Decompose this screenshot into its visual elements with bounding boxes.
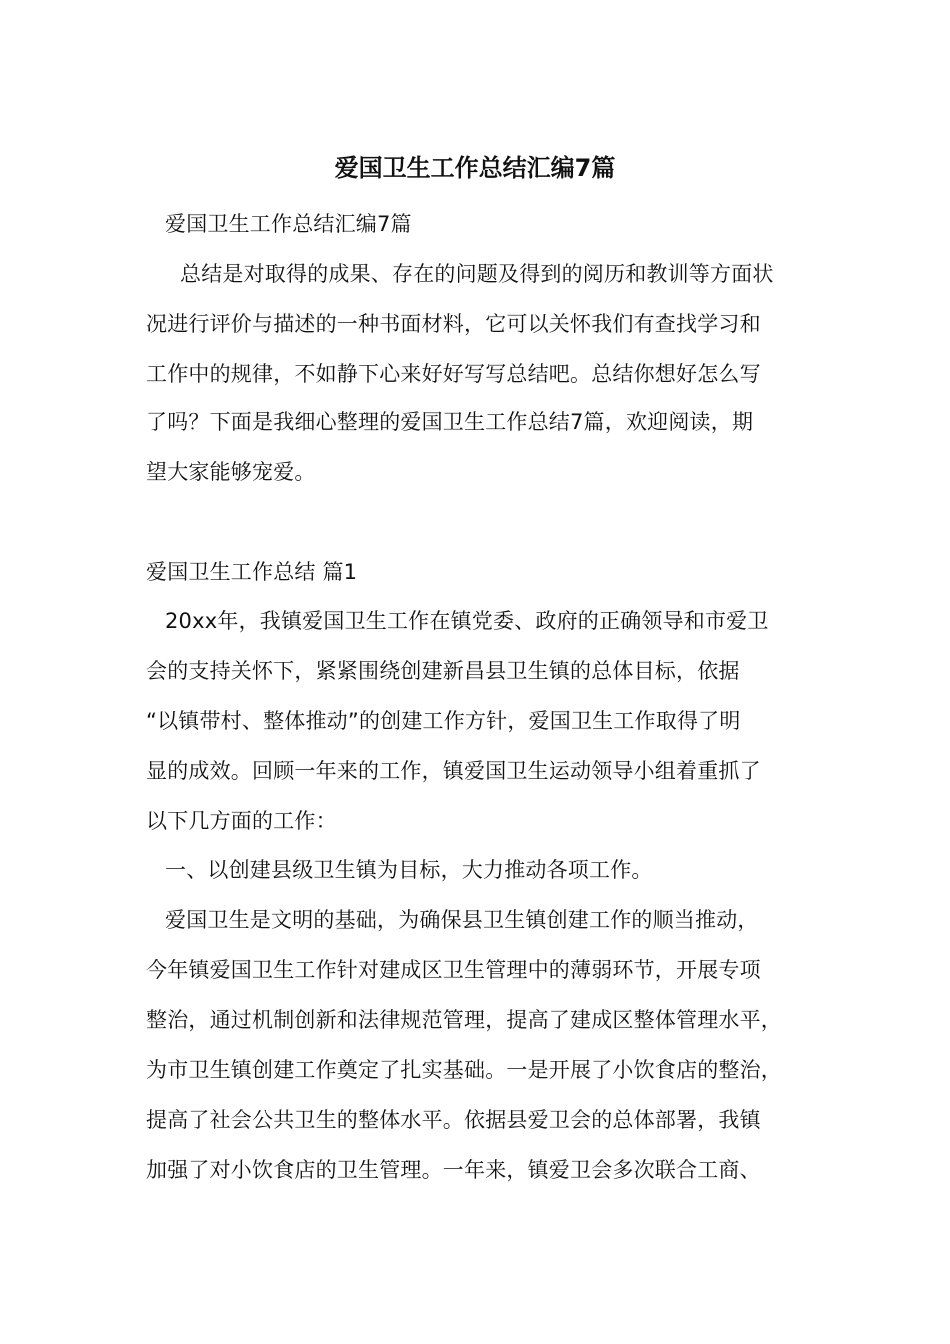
paragraph-line: 20xx年，我镇爱国卫生工作在镇党委、政府的正确领导和市爱卫 bbox=[165, 609, 769, 633]
paragraph-line: 今年镇爱国卫生工作针对建成区卫生管理中的薄弱环节，开展专项 bbox=[146, 958, 761, 982]
intro-line: 了吗？下面是我细心整理的爱国卫生工作总结7篇，欢迎阅读，期 bbox=[146, 410, 754, 434]
intro-line: 总结是对取得的成果、存在的问题及得到的阅历和教训等方面状 bbox=[180, 262, 774, 286]
paragraph-line: 爱国卫生是文明的基础，为确保县卫生镇创建工作的顺当推动， bbox=[165, 908, 759, 932]
paragraph-line: “以镇带村、整体推动”的创建工作方针，爱国卫生工作取得了明 bbox=[146, 709, 741, 733]
paragraph-line: 为市卫生镇创建工作奠定了扎实基础。一是开展了小饮食店的整治， bbox=[146, 1058, 782, 1082]
subheading: 一、以创建县级卫生镇为目标，大力推动各项工作。 bbox=[165, 858, 653, 882]
paragraph-line: 提高了社会公共卫生的整体水平。依据县爱卫会的总体部署，我镇 bbox=[146, 1108, 761, 1132]
paragraph-line: 整治，通过机制创新和法律规范管理，提高了建成区整体管理水平， bbox=[146, 1008, 782, 1032]
document-title: 爱国卫生工作总结汇编7篇 bbox=[334, 154, 616, 182]
paragraph-line: 显的成效。回顾一年来的工作，镇爱国卫生运动领导小组着重抓了 bbox=[146, 759, 761, 783]
intro-line: 况进行评价与描述的一种书面材料，它可以关怀我们有查找学习和 bbox=[146, 312, 761, 336]
paragraph-line: 以下几方面的工作： bbox=[146, 809, 337, 833]
paragraph-line: 加强了对小饮食店的卫生管理。一年来，镇爱卫会多次联合工商、 bbox=[146, 1158, 761, 1182]
intro-line: 工作中的规律，不如静下心来好好写写总结吧。总结你想好怎么写 bbox=[146, 362, 761, 386]
intro-line: 望大家能够宠爱。 bbox=[146, 460, 316, 484]
document-subtitle: 爱国卫生工作总结汇编7篇 bbox=[165, 212, 412, 236]
section-heading: 爱国卫生工作总结 篇1 bbox=[146, 560, 358, 584]
paragraph-line: 会的支持关怀下，紧紧围绕创建新昌县卫生镇的总体目标，依据 bbox=[146, 659, 740, 683]
